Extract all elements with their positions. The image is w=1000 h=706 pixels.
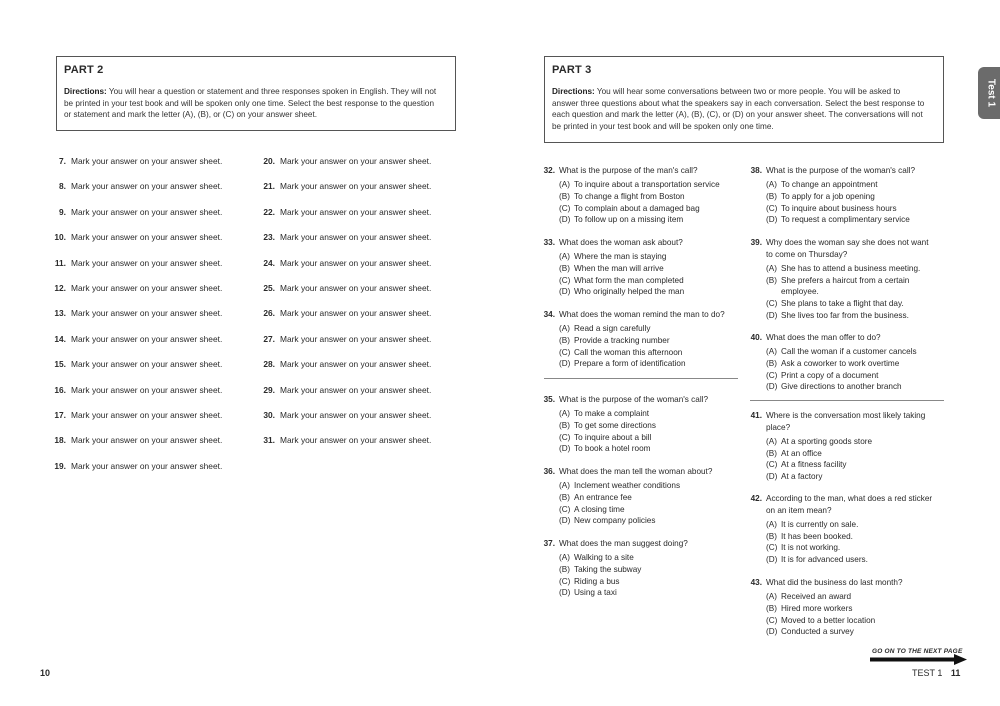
answer-option: [534, 179, 739, 191]
answer-instruction: Mark your answer on your answer sheet.: [71, 156, 223, 166]
answer-row: [46, 359, 222, 371]
answer-option: [534, 358, 739, 370]
question-number: 33.: [543, 238, 555, 247]
part3-directions-line: You will hear some conversations between two or more people. You will be asked to: [596, 87, 901, 96]
option-letter: (D): [559, 516, 571, 526]
option-letter: (A): [559, 553, 570, 563]
answer-option: [741, 191, 946, 203]
answer-row: [46, 461, 222, 473]
answer-option: [534, 587, 739, 599]
option-text-continued: employee.: [781, 287, 819, 297]
question-text: According to the man, what does a red sticker: [766, 494, 933, 503]
option-text: To get some directions: [574, 420, 656, 430]
answer-option: [534, 576, 739, 588]
option-letter: (C): [559, 576, 571, 586]
option-letter: (C): [766, 615, 778, 625]
option-text: She prefers a haircut from a certain: [781, 275, 910, 285]
option-letter: (C): [559, 504, 571, 514]
option-text: To request a complimentary service: [781, 215, 910, 225]
answer-row: [255, 359, 431, 371]
question-item: [534, 237, 739, 298]
answer-option: [534, 275, 739, 287]
option-text: Who originally helped the man: [574, 287, 685, 297]
option-letter: (C): [766, 203, 778, 213]
question-number: 16.: [54, 384, 66, 395]
option-letter: (B): [559, 191, 570, 201]
question-number: 34.: [543, 310, 555, 319]
answer-instruction: Mark your answer on your answer sheet.: [71, 384, 223, 395]
option-letter: (D): [559, 444, 571, 454]
answer-instruction: Mark your answer on your answer sheet.: [71, 435, 223, 446]
question-number: 30.: [263, 410, 275, 420]
answer-option: [534, 323, 739, 335]
next-page-arrow-icon: [870, 654, 968, 665]
option-letter: (B): [766, 603, 777, 613]
answer-option: [534, 251, 739, 263]
answer-instruction: Mark your answer on your answer sheet.: [280, 384, 432, 395]
answer-instruction: Mark your answer on your answer sheet.: [71, 257, 223, 268]
answer-instruction: Mark your answer on your answer sheet.: [71, 206, 223, 217]
option-text: To make a complaint: [574, 409, 650, 419]
option-letter: (A): [766, 519, 777, 529]
answer-row: [255, 181, 431, 193]
question-number: 18.: [54, 435, 66, 446]
part2-directions-line: You will hear a question or statement and three responses spoken in English. They will not: [108, 87, 437, 96]
question-item: [741, 493, 946, 566]
option-text: To inquire about business hours: [781, 203, 897, 213]
option-text: New company policies: [574, 516, 656, 526]
question-item: [534, 165, 739, 226]
question-text: What does the man suggest doing?: [559, 539, 688, 548]
question-item: [741, 237, 946, 321]
option-letter: (A): [559, 252, 570, 262]
answer-option: [741, 626, 946, 638]
option-text: At a factory: [781, 472, 823, 482]
question-text: Where is the conversation most likely taking: [766, 411, 926, 420]
question-number: 20.: [263, 156, 275, 166]
question-item: [741, 577, 946, 638]
answer-option: [741, 358, 946, 370]
part3-directions-label: Directions:: [552, 87, 595, 96]
question-number: 11.: [54, 257, 66, 268]
question-number: 21.: [263, 181, 275, 192]
answer-option: [741, 275, 946, 287]
question-text: place?: [766, 422, 791, 432]
option-text: When the man will arrive: [574, 263, 664, 273]
part3-directions-line: each question and mark the letter (A), (B), (C), or (D) on your answer sheet. The conversations will not: [552, 110, 923, 120]
option-text: To inquire about a transportation service: [574, 180, 720, 190]
answer-option: [534, 286, 739, 298]
answer-row: [46, 385, 222, 397]
option-letter: (C): [766, 460, 778, 470]
answer-instruction: Mark your answer on your answer sheet.: [71, 283, 223, 293]
option-letter: (B): [766, 191, 777, 201]
option-letter: (D): [559, 215, 571, 225]
question-number: 23.: [263, 232, 275, 243]
option-text: Ask a coworker to work overtime: [781, 358, 900, 368]
question-number: 42.: [750, 494, 762, 503]
answer-row: [255, 258, 431, 270]
answer-row: [46, 207, 222, 219]
answer-option: [741, 615, 946, 627]
option-letter: (D): [766, 215, 778, 225]
test-side-tab: [978, 67, 1000, 119]
answer-row: [46, 258, 222, 270]
answer-row: [255, 410, 431, 422]
answer-option: [534, 420, 739, 432]
question-number: 26.: [263, 308, 275, 319]
option-letter: (B): [766, 275, 777, 285]
question-item: [741, 410, 946, 483]
option-letter: (A): [766, 263, 777, 273]
left-page-number: 10: [40, 668, 51, 678]
option-text: At a fitness facility: [781, 460, 847, 470]
answer-option: [534, 432, 739, 444]
answer-row: [255, 156, 431, 168]
option-letter: (D): [766, 472, 778, 482]
answer-option: [741, 531, 946, 543]
question-number: 25.: [263, 283, 275, 293]
answer-instruction: Mark your answer on your answer sheet.: [280, 410, 432, 420]
answer-option: [741, 459, 946, 471]
option-text: It is for advanced users.: [781, 555, 868, 565]
question-number: 12.: [54, 283, 66, 293]
option-letter: (A): [559, 409, 570, 419]
answer-instruction: Mark your answer on your answer sheet.: [280, 333, 432, 344]
part2-directions: [64, 86, 452, 121]
option-text: Taking the subway: [574, 564, 642, 574]
question-text: What is the purpose of the woman's call?: [559, 395, 709, 404]
option-letter: (B): [559, 263, 570, 273]
question-item: [534, 394, 739, 455]
answer-option: [741, 298, 946, 310]
answer-row: [255, 232, 431, 244]
answer-option: [534, 564, 739, 576]
answer-instruction: Mark your answer on your answer sheet.: [280, 206, 432, 217]
option-text: Using a taxi: [574, 588, 617, 598]
question-number: 40.: [750, 333, 762, 342]
answer-option: [534, 263, 739, 275]
part2-directions-line: be printed in your test book and will be spoken only one time. Select the best response to the question: [64, 98, 435, 108]
option-text: What form the man completed: [574, 275, 684, 285]
answer-option: [534, 408, 739, 420]
part3-title: PART 3: [552, 64, 592, 76]
answer-instruction: Mark your answer on your answer sheet.: [71, 460, 223, 471]
answer-row: [255, 308, 431, 320]
option-letter: (A): [766, 436, 777, 446]
option-text: To complain about a damaged bag: [574, 203, 700, 213]
question-number: 13.: [54, 308, 66, 319]
answer-option: [741, 203, 946, 215]
answer-instruction: Mark your answer on your answer sheet.: [71, 308, 223, 319]
option-text: She plans to take a flight that day.: [781, 299, 904, 309]
option-text: At a sporting goods store: [781, 436, 873, 446]
option-letter: (C): [559, 275, 571, 285]
question-number: 24.: [263, 257, 275, 268]
option-letter: (D): [559, 359, 571, 369]
question-number: 15.: [54, 359, 66, 370]
answer-option: [741, 179, 946, 191]
option-text: Walking to a site: [574, 553, 634, 563]
question-number: 14.: [54, 333, 66, 344]
part3-directions: [552, 86, 940, 132]
option-text: To follow up on a missing item: [574, 215, 684, 225]
option-letter: (B): [766, 531, 777, 541]
option-letter: (D): [766, 310, 778, 320]
answer-row: [255, 283, 431, 295]
answer-row: [46, 232, 222, 244]
option-text: Give directions to another branch: [781, 382, 902, 392]
question-text: What does the woman remind the man to do?: [559, 310, 725, 319]
answer-option: [534, 504, 739, 516]
answer-option: [534, 443, 739, 455]
answer-option: [741, 370, 946, 382]
answer-row: [255, 385, 431, 397]
option-text: A closing time: [574, 504, 625, 514]
option-text: Conducted a survey: [781, 627, 854, 637]
question-number: 17.: [54, 410, 66, 420]
right-footer: [912, 668, 960, 678]
option-text: An entrance fee: [574, 492, 632, 502]
option-letter: (B): [559, 564, 570, 574]
answer-instruction: Mark your answer on your answer sheet.: [280, 308, 432, 319]
question-text: What is the purpose of the man's call?: [559, 166, 698, 175]
answer-option: [741, 263, 946, 275]
answer-option: [741, 448, 946, 460]
answer-instruction: Mark your answer on your answer sheet.: [71, 410, 223, 420]
answer-option: [741, 542, 946, 554]
option-text: She has to attend a business meeting.: [781, 263, 921, 273]
option-letter: (D): [559, 588, 571, 598]
part3-directions-line: be printed in your test book and will be spoken only one time.: [552, 121, 774, 131]
part2-title: PART 2: [64, 64, 104, 76]
answer-option: [741, 519, 946, 531]
option-text: It is not working.: [781, 543, 841, 553]
option-letter: (B): [559, 335, 570, 345]
part2-directions-line: or statement and mark the letter (A), (B), or (C) on your answer sheet.: [64, 110, 317, 120]
option-letter: (B): [559, 492, 570, 502]
answer-row: [255, 207, 431, 219]
answer-instruction: Mark your answer on your answer sheet.: [280, 283, 432, 293]
option-letter: (D): [766, 382, 778, 392]
answer-option: [534, 335, 739, 347]
question-item: [741, 332, 946, 393]
option-text: Riding a bus: [574, 576, 620, 586]
question-number: 7.: [59, 156, 66, 166]
answer-instruction: Mark your answer on your answer sheet.: [280, 232, 432, 243]
right-footer-test-label: TEST 1: [912, 668, 943, 678]
question-number: 32.: [543, 166, 555, 175]
answer-row: [46, 156, 222, 168]
option-letter: (A): [559, 180, 570, 190]
option-text: To apply for a job opening: [781, 191, 875, 201]
option-letter: (C): [559, 347, 571, 357]
option-text: To change an appointment: [781, 180, 878, 190]
answer-option: [534, 515, 739, 527]
answer-instruction: Mark your answer on your answer sheet.: [280, 435, 432, 446]
question-text: to come on Thursday?: [766, 249, 848, 259]
question-number: 29.: [263, 384, 275, 395]
answer-row: [255, 334, 431, 346]
option-letter: (A): [766, 592, 777, 602]
answer-option: [741, 471, 946, 483]
option-letter: (C): [766, 299, 778, 309]
question-group-divider: [750, 400, 944, 401]
answer-row: [46, 283, 222, 295]
answer-option: [534, 480, 739, 492]
answer-instruction: Mark your answer on your answer sheet.: [71, 232, 223, 243]
option-letter: (A): [559, 481, 570, 491]
question-number: 10.: [54, 232, 66, 243]
option-letter: (A): [559, 324, 570, 334]
option-letter: (C): [766, 370, 778, 380]
option-letter: (B): [766, 448, 777, 458]
option-letter: (C): [559, 432, 571, 442]
test-side-tab-label: Test 1: [985, 78, 997, 108]
option-text: Read a sign carefully: [574, 324, 651, 334]
question-number: 31.: [263, 435, 275, 446]
question-number: 9.: [59, 206, 66, 217]
question-text: What does the woman ask about?: [559, 238, 683, 247]
answer-option: [741, 436, 946, 448]
answer-option: [534, 191, 739, 203]
option-text: Call the woman if a customer cancels: [781, 347, 917, 357]
option-text: Where the man is staying: [574, 252, 667, 262]
question-number: 36.: [543, 467, 555, 476]
answer-option: [534, 214, 739, 226]
answer-option: [534, 347, 739, 359]
option-text: Print a copy of a document: [781, 370, 879, 380]
answer-option: [534, 203, 739, 215]
option-letter: (B): [766, 358, 777, 368]
option-text: It is currently on sale.: [781, 519, 859, 529]
answer-row: [46, 334, 222, 346]
option-text: At an office: [781, 448, 822, 458]
next-page-label: GO ON TO THE NEXT PAGE: [872, 648, 963, 655]
question-number: 37.: [543, 539, 555, 548]
option-text: To inquire about a bill: [574, 432, 652, 442]
option-text: To book a hotel room: [574, 444, 651, 454]
answer-instruction: Mark your answer on your answer sheet.: [280, 181, 432, 192]
answer-instruction: Mark your answer on your answer sheet.: [280, 359, 432, 370]
right-page-number: 11: [950, 668, 961, 678]
part2-directions-label: Directions:: [64, 87, 107, 96]
part3-directions-line: answer three questions about what the speakers say in each conversation. Select the best response to: [552, 98, 925, 108]
option-text: To change a flight from Boston: [574, 191, 685, 201]
option-text: Received an award: [781, 592, 852, 602]
question-number: 38.: [750, 166, 762, 175]
answer-instruction: Mark your answer on your answer sheet.: [71, 333, 223, 344]
question-item: [741, 165, 946, 226]
option-text: Inclement weather conditions: [574, 481, 681, 491]
question-number: 27.: [263, 333, 275, 344]
option-text: Provide a tracking number: [574, 335, 670, 345]
option-letter: (D): [766, 627, 778, 637]
question-number: 41.: [750, 411, 762, 420]
answer-row: [46, 435, 222, 447]
question-number: 43.: [750, 578, 762, 587]
option-text: It has been booked.: [781, 531, 853, 541]
option-text: Hired more workers: [781, 603, 853, 613]
answer-row: [46, 410, 222, 422]
answer-instruction: Mark your answer on your answer sheet.: [71, 359, 223, 370]
question-number: 22.: [263, 206, 275, 217]
option-text: She lives too far from the business.: [781, 310, 909, 320]
option-letter: (B): [559, 420, 570, 430]
option-letter: (A): [766, 180, 777, 190]
answer-row: [46, 181, 222, 193]
option-letter: (C): [766, 543, 778, 553]
question-text: Why does the woman say she does not want: [766, 238, 929, 247]
option-letter: (D): [766, 555, 778, 565]
answer-option: [741, 310, 946, 322]
question-group-divider: [544, 378, 738, 379]
answer-row: [46, 308, 222, 320]
question-number: 39.: [750, 238, 762, 247]
question-text: What did the business do last month?: [766, 578, 903, 587]
answer-option: [741, 381, 946, 393]
answer-instruction: Mark your answer on your answer sheet.: [280, 257, 432, 268]
answer-option: [741, 554, 946, 566]
answer-option: [741, 591, 946, 603]
question-text: on an item mean?: [766, 505, 832, 515]
question-item: [534, 538, 739, 599]
answer-instruction: Mark your answer on your answer sheet.: [280, 156, 432, 166]
answer-option: [741, 214, 946, 226]
option-text: Call the woman this afternoon: [574, 347, 683, 357]
question-item: [534, 309, 739, 370]
question-text: What is the purpose of the woman's call?: [766, 166, 916, 175]
answer-instruction: Mark your answer on your answer sheet.: [71, 181, 223, 192]
question-number: 8.: [59, 181, 66, 192]
option-letter: (A): [766, 347, 777, 357]
answer-option: [741, 346, 946, 358]
option-text: Prepare a form of identification: [574, 359, 686, 369]
option-text: Moved to a better location: [781, 615, 876, 625]
question-text: What does the man offer to do?: [766, 333, 881, 342]
question-number: 28.: [263, 359, 275, 370]
question-number: 35.: [543, 395, 555, 404]
question-item: [534, 466, 739, 527]
answer-option: [534, 492, 739, 504]
answer-row: [255, 435, 431, 447]
answer-option: [741, 603, 946, 615]
option-letter: (C): [559, 203, 571, 213]
question-text: What does the man tell the woman about?: [559, 467, 713, 476]
answer-option: [534, 552, 739, 564]
question-number: 19.: [54, 460, 66, 471]
option-letter: (D): [559, 287, 571, 297]
